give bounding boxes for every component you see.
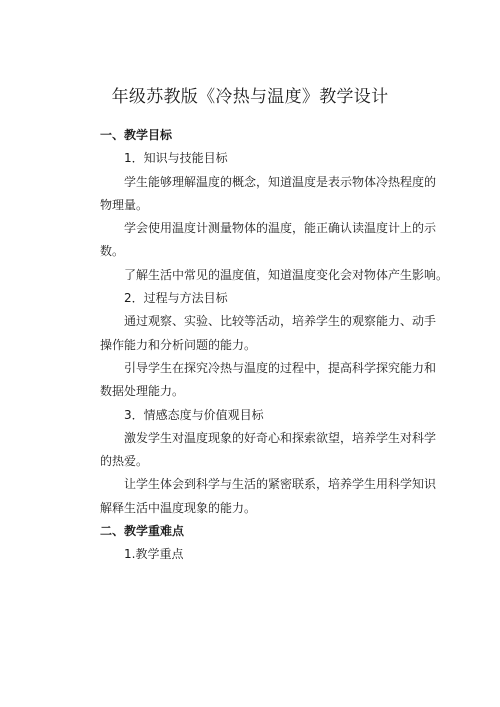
subsection-heading: 2．过程与方法目标 [124,291,228,306]
paragraph-line: 通过观察、实验、比较等活动，培养学生的观察能力、动手 [124,314,437,329]
paragraph-line: 让学生体会到科学与生活的紧密联系，培养学生用科学知识 [124,477,437,492]
paragraph-continuation-line: 数。 [100,244,125,259]
section-heading: 一、教学目标 [100,128,173,142]
document-title: 年级苏教版《冷热与温度》教学设计 [111,87,389,108]
document-body [100,124,449,567]
paragraph-continuation-line: 物理量。 [100,197,149,212]
paragraph-continuation-line: 数据处理能力。 [100,384,185,399]
paragraph-line: 学生能够理解温度的概念，知道温度是表示物体冷热程度的 [124,174,437,189]
section-heading: 二、教学重难点 [100,524,185,539]
paragraph-line: 了解生活中常见的温度值，知道温度变化会对物体产生影响。 [124,267,449,282]
paragraph-line: 激发学生对温度现象的好奇心和探索欲望，培养学生对科学 [124,430,437,445]
subsection-heading: 3．情感态度与价值观目标 [124,407,264,422]
paragraph-line: 学会使用温度计测量物体的温度，能正确认读温度计上的示 [124,221,437,236]
subsection-heading: 1.教学重点 [124,547,184,562]
paragraph-continuation-line: 的热爱。 [100,454,149,469]
paragraph-continuation-line: 操作能力和分析问题的能力。 [100,337,257,352]
subsection-heading: 1．知识与技能目标 [124,151,228,166]
paragraph-line: 引导学生在探究冷热与温度的过程中，提高科学探究能力和 [124,360,437,375]
paragraph-continuation-line: 解释生活中温度现象的能力。 [100,500,257,515]
